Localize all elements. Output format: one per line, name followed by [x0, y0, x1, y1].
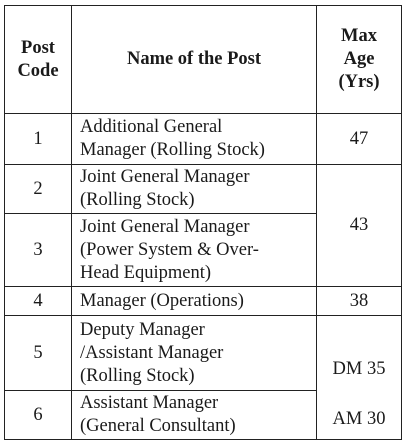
table-row: [5, 287, 402, 316]
post-name-cell: [72, 316, 317, 391]
post-name-line: Joint General Manager: [80, 167, 250, 187]
max-age-cell: [317, 316, 402, 440]
max-age-cell: 38: [317, 287, 402, 316]
post-name-cell: [72, 287, 317, 316]
post-name-line: Manager (Operations): [80, 290, 244, 311]
table-row: [5, 165, 402, 214]
post-code-cell: 6: [5, 391, 72, 440]
post-name-line: /Assistant Manager: [80, 342, 224, 363]
post-name-cell: [72, 214, 317, 287]
post-name-line: Assistant Manager: [80, 393, 219, 413]
post-code-cell: 5: [5, 316, 72, 391]
post-name-line: Manager (Rolling Stock): [80, 140, 265, 160]
post-name-cell: [72, 391, 317, 440]
header-max-age-line-1: Max: [341, 26, 377, 46]
header-post-code-line-1: Post: [21, 37, 55, 58]
post-name-cell: [72, 114, 317, 165]
header-name-of-post: [72, 6, 317, 114]
post-age-table: [4, 5, 402, 440]
table-row: [5, 316, 402, 391]
header-row: [5, 6, 402, 114]
post-name-line: (General Consultant): [80, 416, 236, 436]
post-name-line: Joint General Manager: [80, 216, 250, 237]
post-name-line: Deputy Manager: [80, 319, 205, 340]
max-age-dm: DM 35: [332, 359, 386, 379]
header-max-age-line-3: (Yrs): [338, 72, 380, 92]
max-age-cell: 43: [317, 165, 402, 287]
post-code-cell: 1: [5, 114, 72, 165]
max-age-cell: 47: [317, 114, 402, 165]
max-age-am: AM 30: [332, 409, 386, 429]
post-name-line: (Power System & Over-: [80, 239, 259, 260]
post-code-cell: 3: [5, 214, 72, 287]
table-row: [5, 114, 402, 165]
post-name-cell: [72, 165, 317, 214]
header-max-age-line-2: Age: [343, 49, 375, 69]
header-name-of-post-text: Name of the Post: [126, 49, 262, 69]
header-post-code: [5, 6, 72, 114]
header-max-age: [317, 6, 402, 114]
header-post-code-line-2: Code: [17, 60, 59, 81]
post-name-line: Head Equipment): [80, 262, 211, 283]
post-name-line: (Rolling Stock): [80, 190, 195, 210]
post-code-cell: 2: [5, 165, 72, 214]
post-name-line: Additional General: [80, 117, 223, 137]
post-name-line: (Rolling Stock): [80, 365, 195, 386]
post-code-cell: 4: [5, 287, 72, 316]
